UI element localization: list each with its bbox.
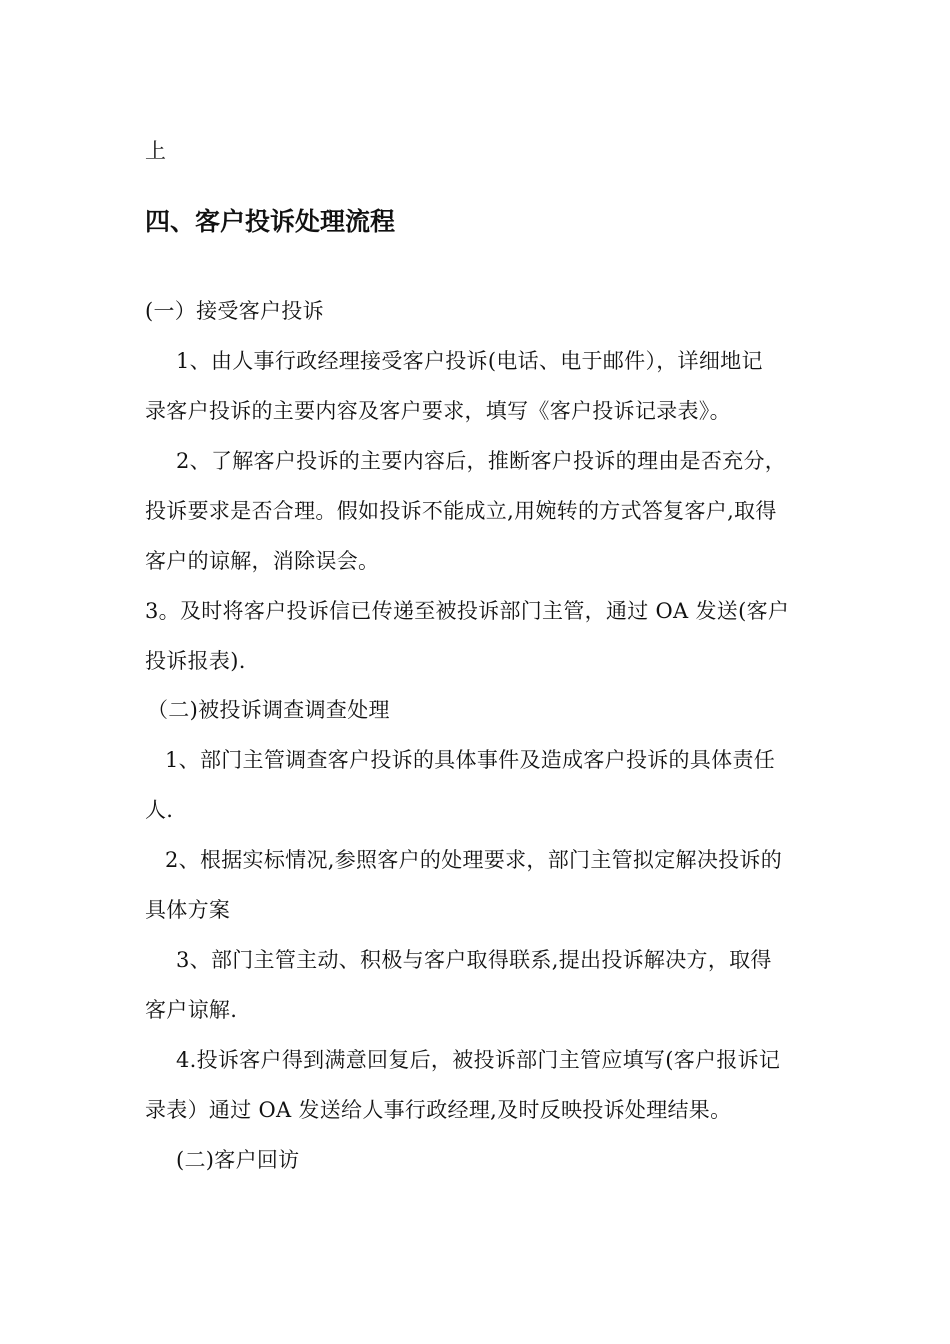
subsection-title: (二)客户回访 bbox=[176, 1148, 300, 1172]
paragraph-line: 2、了解客户投诉的主要内容后，推断客户投诉的理由是否充分， bbox=[176, 449, 787, 473]
paragraph-line: 具体方案 bbox=[145, 898, 231, 922]
subsection-title: (一）接受客户投诉 bbox=[145, 299, 324, 323]
paragraph-line: 投诉报表). bbox=[145, 649, 246, 673]
paragraph-line: 1、由人事行政经理接受客户投诉(电话、电于邮件），详细地记 bbox=[176, 349, 763, 373]
fragment-text: 上 bbox=[145, 139, 167, 163]
paragraph-line: 人. bbox=[145, 798, 174, 822]
subsection-title: （二)被投诉调查调查处理 bbox=[147, 698, 390, 722]
paragraph-line: 录客户投诉的主要内容及客户要求，填写《客户投诉记录表》。 bbox=[145, 399, 731, 423]
paragraph-line: 投诉要求是否合理。假如投诉不能成立,用婉转的方式答复客户,取得 bbox=[145, 499, 777, 523]
section-title: 四、客户投诉处理流程 bbox=[145, 207, 396, 236]
paragraph-line: 4.投诉客户得到满意回复后，被投诉部门主管应填写(客户报诉记 bbox=[176, 1048, 781, 1072]
paragraph-line: 客户的谅解，消除误会。 bbox=[145, 549, 380, 573]
paragraph-line: 录表）通过 OA 发送给人事行政经理,及时反映投诉处理结果。 bbox=[145, 1098, 732, 1122]
paragraph-line: 3、部门主管主动、积极与客户取得联系,提出投诉解决方，取得 bbox=[176, 948, 772, 972]
paragraph-line: 1、部门主管调查客户投诉的具体事件及造成客户投诉的具体责任 bbox=[165, 748, 776, 772]
paragraph-line: 2、根据实标情况,参照客户的处理要求，部门主管拟定解决投诉的 bbox=[165, 848, 783, 872]
paragraph-line: 3。及时将客户投诉信已传递至被投诉部门主管，通过 OA 发送(客户 bbox=[145, 599, 790, 623]
paragraph-line: 客户谅解. bbox=[145, 998, 238, 1022]
